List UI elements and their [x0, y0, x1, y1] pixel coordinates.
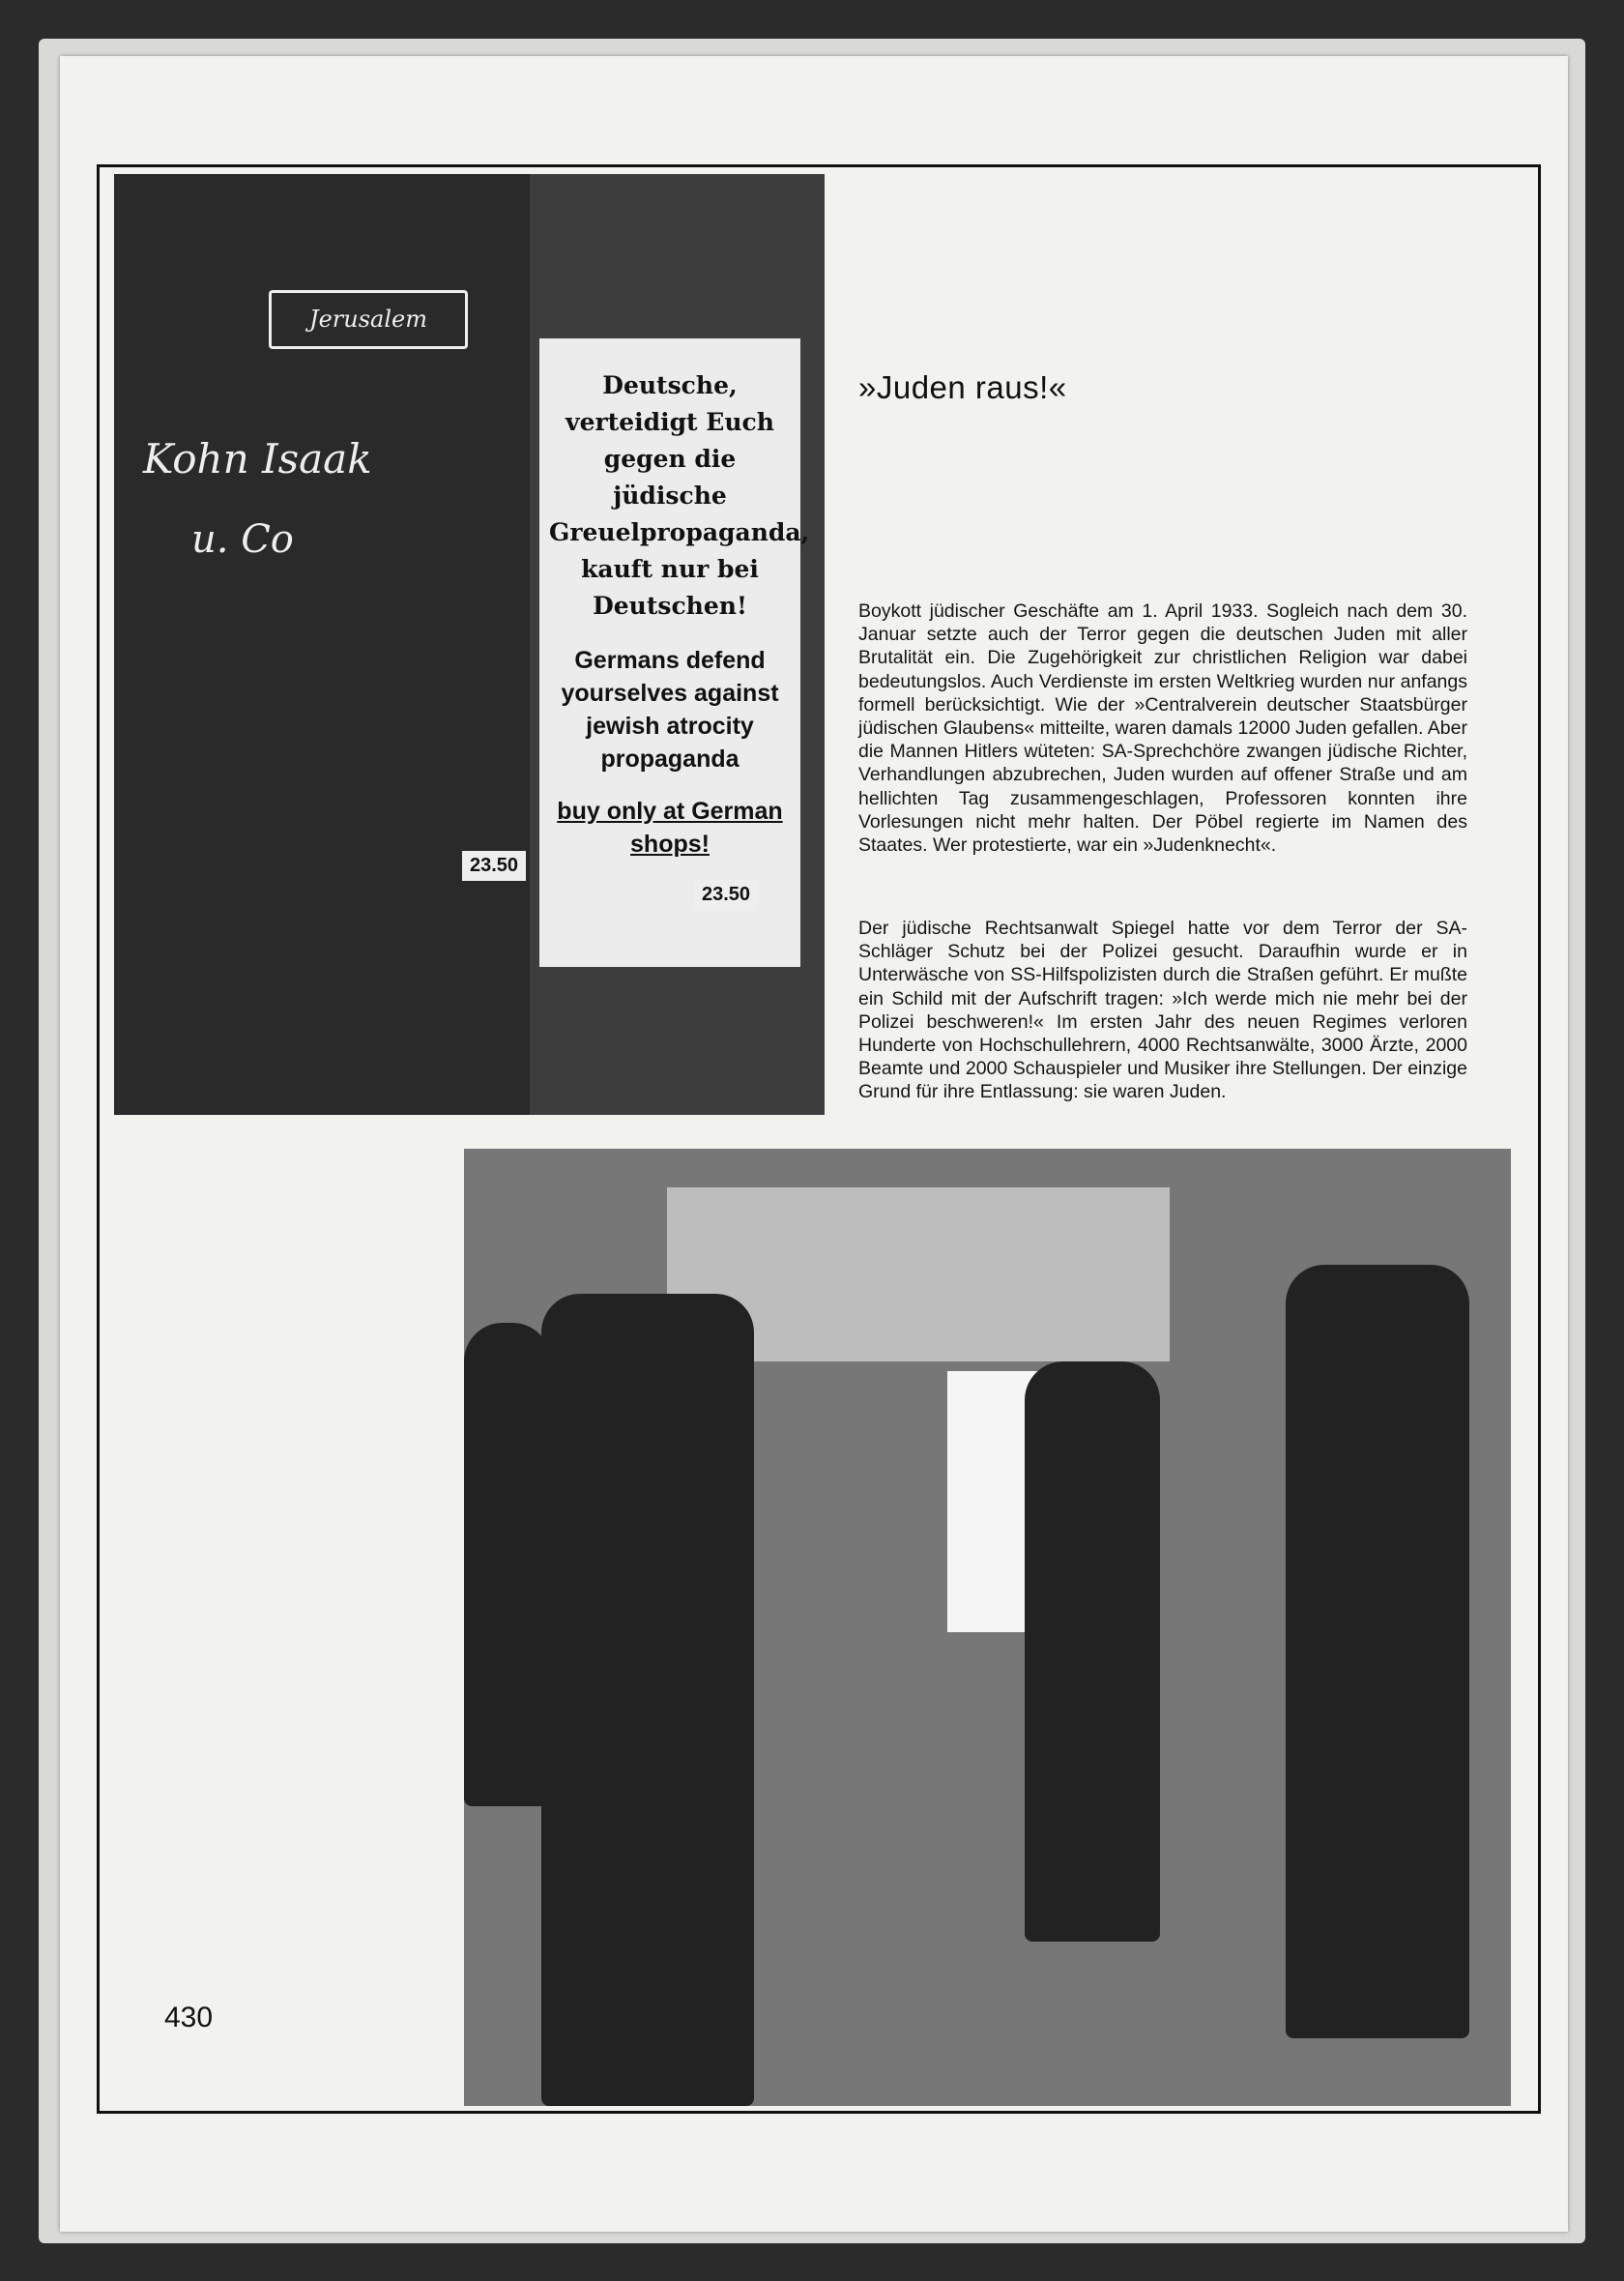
policeman-figure	[1025, 1361, 1160, 1942]
street-march-photo	[464, 1149, 1511, 2106]
placard-english-last-line: buy only at German shops!	[557, 798, 783, 858]
shop-owner-suffix: u. Co	[191, 517, 294, 562]
jerusalem-signpost: Jerusalem	[269, 290, 468, 349]
shop-owner-name: Kohn Isaak	[143, 435, 372, 483]
policeman-figure	[1286, 1265, 1469, 2038]
placard-english-text: Germans defend yourselves against jewish atrocity propaganda	[561, 647, 779, 773]
page-number: 430	[164, 2002, 214, 2033]
bystander-figure	[464, 1323, 551, 1806]
price-tag: 23.50	[462, 851, 526, 881]
article-paragraph: Der jüdische Rechtsanwalt Spiegel hatte vor dem Terror der SA-Schläger Schutz bei der Polizei gesucht. Daraufhin wurde er in Unterwäsche von SS-Hilfspolizisten durch die Straßen geführt. Er mußte ein Schild mit der Aufschrift tragen: »Ich werde mich nie mehr bei der Polizei beschweren!« Im ersten Jahr des neuen Regimes verloren Hunderte von Hochschullehrern, 4000 Rechtsanwälte, 3000 Ärzte, 2000 Beamte und 2000 Schauspieler und Musiker ihre Stellungen. Der einzige Grund für ihre Entlassung: sie waren Juden.	[858, 918, 1467, 1103]
boycott-shop-window-photo	[114, 174, 825, 1115]
sa-man-figure	[541, 1294, 754, 2106]
article-title: »Juden raus!«	[858, 369, 1067, 405]
article-paragraph: Boykott jüdischer Geschäfte am 1. April 1933. Sogleich nach dem 30. Januar setzte auch der Terror gegen die deutschen Juden mit aller Brutalität ein. Die Zugehörigkeit zur christlichen Religion war dabei bedeutungslos. Auch Verdienste im ersten Weltkrieg wurden nur anfangs formell berücksichtigt. Wie der »Centralverein deutscher Staatsbürger jüdischen Glaubens« mitteilte, waren damals 12000 Juden gefallen. Aber die Mannen Hitlers wüteten: SA-Sprechchöre zwangen jüdische Richter, Verhandlungen abzubrechen, Juden wurden auf offener Straße und am hellichten Tag zusammengeschlagen, Professoren konnten ihre Vorlesungen nicht mehr halten. Der Pöbel regierte im Namen des Staates. Wer protestierte, war ein »Judenknecht«.	[858, 600, 1467, 857]
placard-german-text: Deutsche, verteidigt Euch gegen die jüdische Greuelpropaganda, kauft nur bei Deutschen!	[549, 371, 810, 620]
price-tag: 23.50	[694, 880, 758, 910]
boycott-placard	[539, 338, 810, 967]
